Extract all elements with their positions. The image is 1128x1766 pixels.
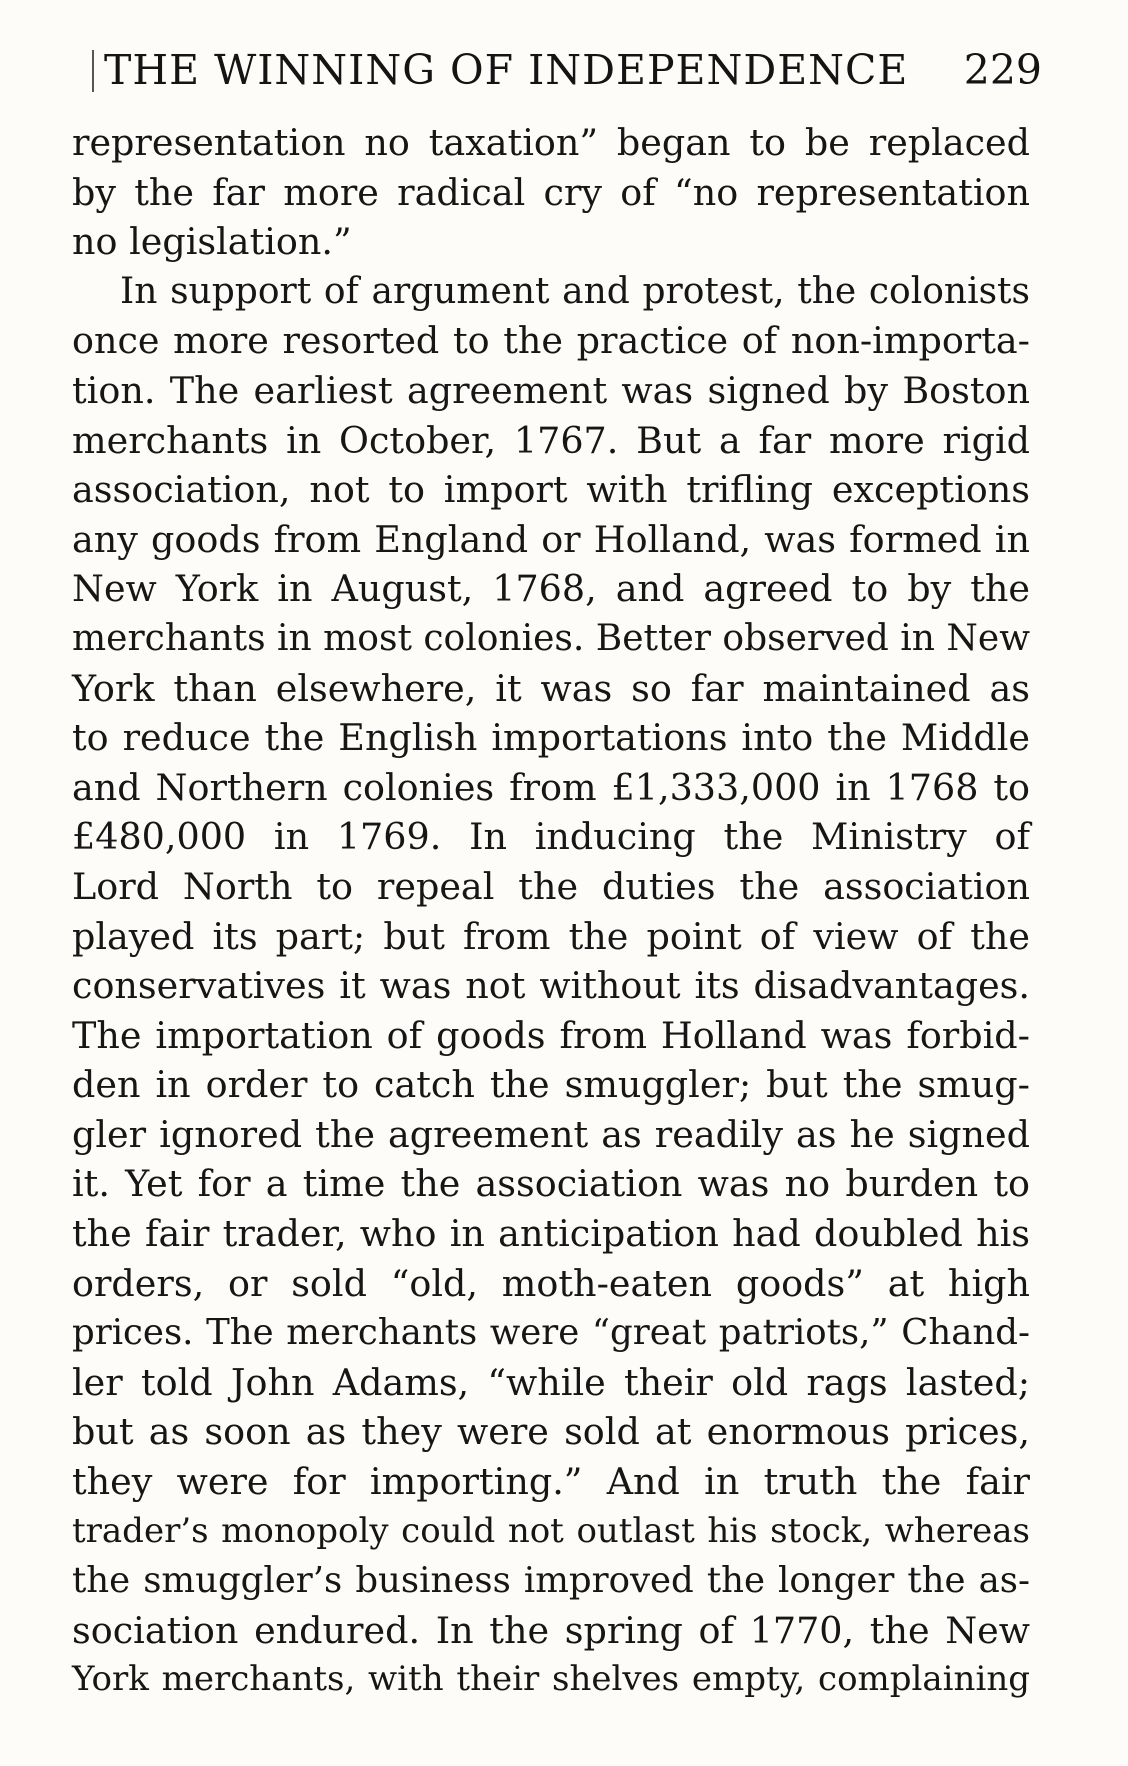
- text-line: In support of argument and protest, the colonists: [120, 270, 1030, 312]
- chapter-title: THE WINNING OF INDEPENDENCE: [104, 46, 909, 94]
- text-line: York merchants, with their shelves empty, complaining: [72, 1659, 1030, 1700]
- text-line: New York in August, 1768, and agreed to by the: [72, 567, 1030, 611]
- text-line: York than elsewhere, it was so far maintained as: [72, 666, 1030, 710]
- text-line: merchants in October, 1767. But a far more rigid: [72, 418, 1030, 462]
- text-line: played its part; but from the point of view of the: [72, 914, 1030, 958]
- text-line: tion. The earliest agreement was signed by Boston: [72, 368, 1030, 412]
- text-line: Lord North to repeal the duties the association: [72, 864, 1030, 908]
- text-line: it. Yet for a time the association was no burden to: [72, 1162, 1030, 1206]
- text-line: trader’s monopoly could not outlast his stock, whereas: [72, 1510, 1030, 1551]
- text-line: £480,000 in 1769. In inducing the Ministry of: [72, 815, 1030, 859]
- text-line: gler ignored the agreement as readily as he signed: [72, 1112, 1030, 1156]
- text-line: to reduce the English importations into the Middle: [72, 716, 1030, 760]
- text-line: once more resorted to the practice of non-importa-: [72, 319, 1030, 363]
- text-line: sociation endured. In the spring of 1770, the New: [72, 1608, 1030, 1652]
- text-line: The importation of goods from Holland was forbid-: [72, 1013, 1030, 1057]
- text-line: and Northern colonies from £1,333,000 in 1768 to: [72, 765, 1030, 809]
- text-line: no legislation.”: [72, 220, 352, 264]
- text-line: association, not to import with trifling exceptions: [72, 468, 1030, 512]
- text-line: representation no taxation” began to be replaced: [72, 121, 1030, 164]
- text-line: merchants in most colonies. Better observed in New: [72, 617, 1031, 659]
- text-line: den in order to catch the smuggler; but the smug-: [72, 1063, 1030, 1107]
- text-line: the fair trader, who in anticipation had doubled his: [72, 1212, 1030, 1256]
- text-line: prices. The merchants were “great patriots,” Chand-: [72, 1312, 1030, 1354]
- text-line: they were for importing.” And in truth the fair: [72, 1460, 1030, 1504]
- text-line: by the far more radical cry of “no representation: [72, 170, 1030, 214]
- body-text: [72, 118, 1030, 1705]
- text-line: conservatives it was not without its disadvantages.: [72, 964, 1030, 1008]
- running-head: [72, 40, 1042, 100]
- text-line: orders, or sold “old, moth-eaten goods” at high: [72, 1261, 1030, 1305]
- text-line: any goods from England or Holland, was formed in: [72, 517, 1030, 561]
- text-line: but as soon as they were sold at enormous prices,: [72, 1410, 1030, 1454]
- margin-mark: [92, 50, 94, 92]
- text-line: ler told John Adams, “while their old rags lasted;: [72, 1360, 1030, 1404]
- page-number: 229: [963, 46, 1042, 94]
- text-line: the smuggler’s business improved the longer the as-: [72, 1560, 1030, 1602]
